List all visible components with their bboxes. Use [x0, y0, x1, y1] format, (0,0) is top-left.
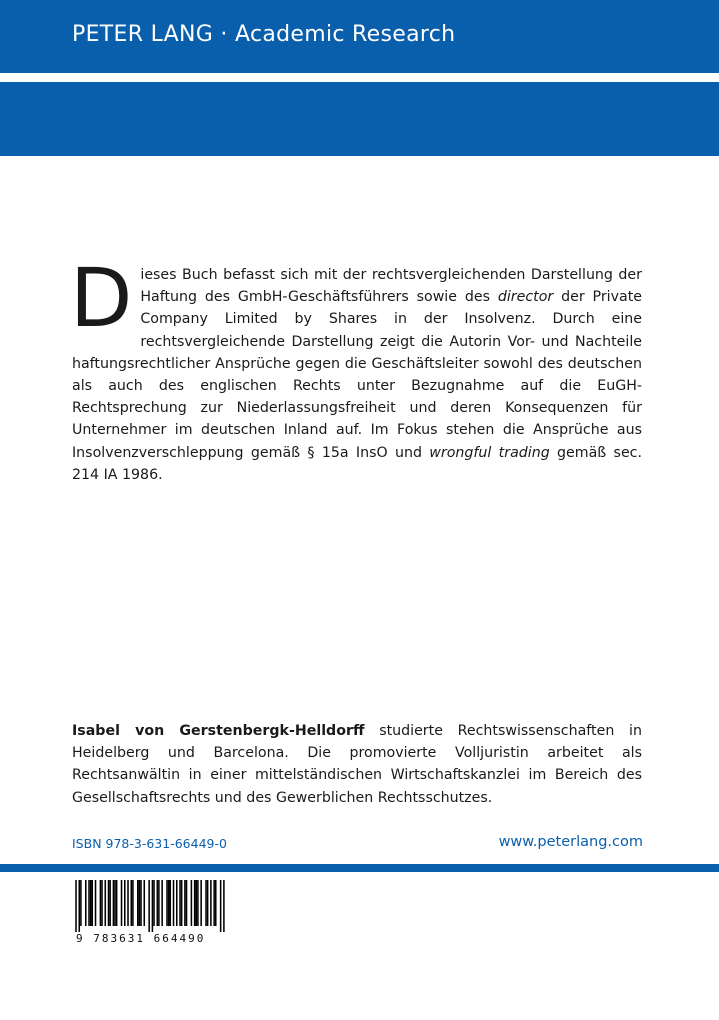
barcode-bar — [191, 880, 193, 926]
barcode-bar — [166, 880, 168, 926]
barcode-bar — [139, 880, 141, 926]
barcode-bar — [179, 880, 181, 926]
barcode-bar — [100, 880, 102, 926]
barcode-bar — [85, 880, 87, 926]
barcode-bar — [181, 880, 183, 926]
drop-cap: D — [70, 252, 133, 346]
barcode-bar — [109, 880, 111, 926]
barcode-bar — [95, 880, 97, 926]
barcode-bar — [132, 880, 134, 926]
description-segment: der Private Company Limited by Shares in der Insolvenz. Durch eine rechtsvergleichende Darstellung zeigt die Autorin Vor- und Nachteile haftungsrechtlicher Ansprüche gegen die Geschäftsleiter sowohl des deutschen als auch des englischen Rechts unter Bezugnahme auf die EuGH-Rechtsprechung zur Niederlassungsfreiheit und deren Konsequenzen für Unternehmer im deutschen Inland auf. Im Fokus stehen die Ansprüche aus Insolvenzverschleppung gemäß § 15a InsO und — [72, 289, 642, 461]
barcode-bar — [194, 880, 196, 926]
website-link[interactable]: www.peterlang.com — [498, 834, 643, 850]
barcode-bar — [144, 880, 146, 926]
barcode-bar — [168, 880, 170, 926]
barcode-bar — [158, 880, 160, 926]
barcode-bar — [137, 880, 139, 926]
barcode-bar — [196, 880, 198, 926]
barcode-bar — [101, 880, 103, 926]
author-bio-text: studierte Rechtswissenschaften in Heidelberg und Barcelona. Die promovierte Volljuristin arbeitet als Rechtsanwältin in einer mittelständischen Wirtschaftskanzlei im Bereich des Gesellschaftsrechts und des Gewerblichen Rechtsschutzes. — [72, 723, 642, 806]
barcode-bar — [75, 880, 77, 932]
barcode-bar — [124, 880, 126, 926]
barcode-bar — [184, 880, 186, 926]
barcode-bar — [114, 880, 116, 926]
book-description — [70, 252, 642, 486]
barcode-bar — [108, 880, 110, 926]
barcode-bar — [197, 880, 199, 926]
barcode-bar — [161, 880, 163, 926]
header-band — [0, 0, 719, 73]
barcode-bars — [72, 880, 228, 932]
barcode-bar — [207, 880, 209, 926]
barcode-bar — [153, 880, 155, 926]
author-name: Isabel von Gerstenbergk-Helldorff — [72, 723, 365, 739]
barcode-digits: 9 783631 664490 — [76, 932, 206, 945]
description-segment: gemäß sec. 214 IA 1986. — [72, 444, 642, 483]
isbn: ISBN 978-3-631-66449-0 — [72, 836, 227, 851]
barcode-bar — [90, 880, 92, 926]
barcode-bar — [205, 880, 207, 926]
barcode-bar — [88, 880, 90, 926]
barcode-bar — [152, 880, 154, 932]
barcode-bar — [186, 880, 188, 926]
barcode-bar — [148, 880, 150, 932]
footer-rule — [0, 864, 719, 872]
barcode-bar — [105, 880, 107, 926]
barcode-bar — [116, 880, 118, 926]
volume-band — [0, 82, 719, 211]
description-segment: ieses Buch befasst sich mit der rechtsvergleichenden Darstellung der Haftung des GmbH-Geschäftsführers sowie des — [140, 267, 642, 306]
barcode-bar — [176, 880, 178, 926]
barcode-bar — [223, 880, 225, 932]
description-text — [70, 252, 642, 486]
barcode-bar — [173, 880, 175, 926]
barcode-bar — [80, 880, 82, 926]
italic-term: wrongful trading — [429, 444, 550, 461]
barcode-bar — [213, 880, 215, 926]
barcode-bar — [140, 880, 142, 926]
barcode-bar — [92, 880, 94, 926]
volume-number: II / 5777 — [72, 187, 155, 211]
barcode-bar — [210, 880, 212, 926]
italic-term: director — [497, 289, 554, 306]
barcode-bar — [215, 880, 217, 926]
author-bio — [72, 720, 642, 809]
barcode-bar — [131, 880, 133, 926]
barcode-bar — [220, 880, 222, 932]
barcode-bar — [121, 880, 123, 926]
barcode-bar — [127, 880, 129, 926]
barcode-bar — [157, 880, 159, 926]
barcode-bar — [113, 880, 115, 926]
barcode-bar — [170, 880, 172, 926]
series-title: PETER LANG · Academic Research — [72, 22, 456, 47]
barcode-bar — [200, 880, 202, 926]
barcode-bar — [79, 880, 81, 932]
